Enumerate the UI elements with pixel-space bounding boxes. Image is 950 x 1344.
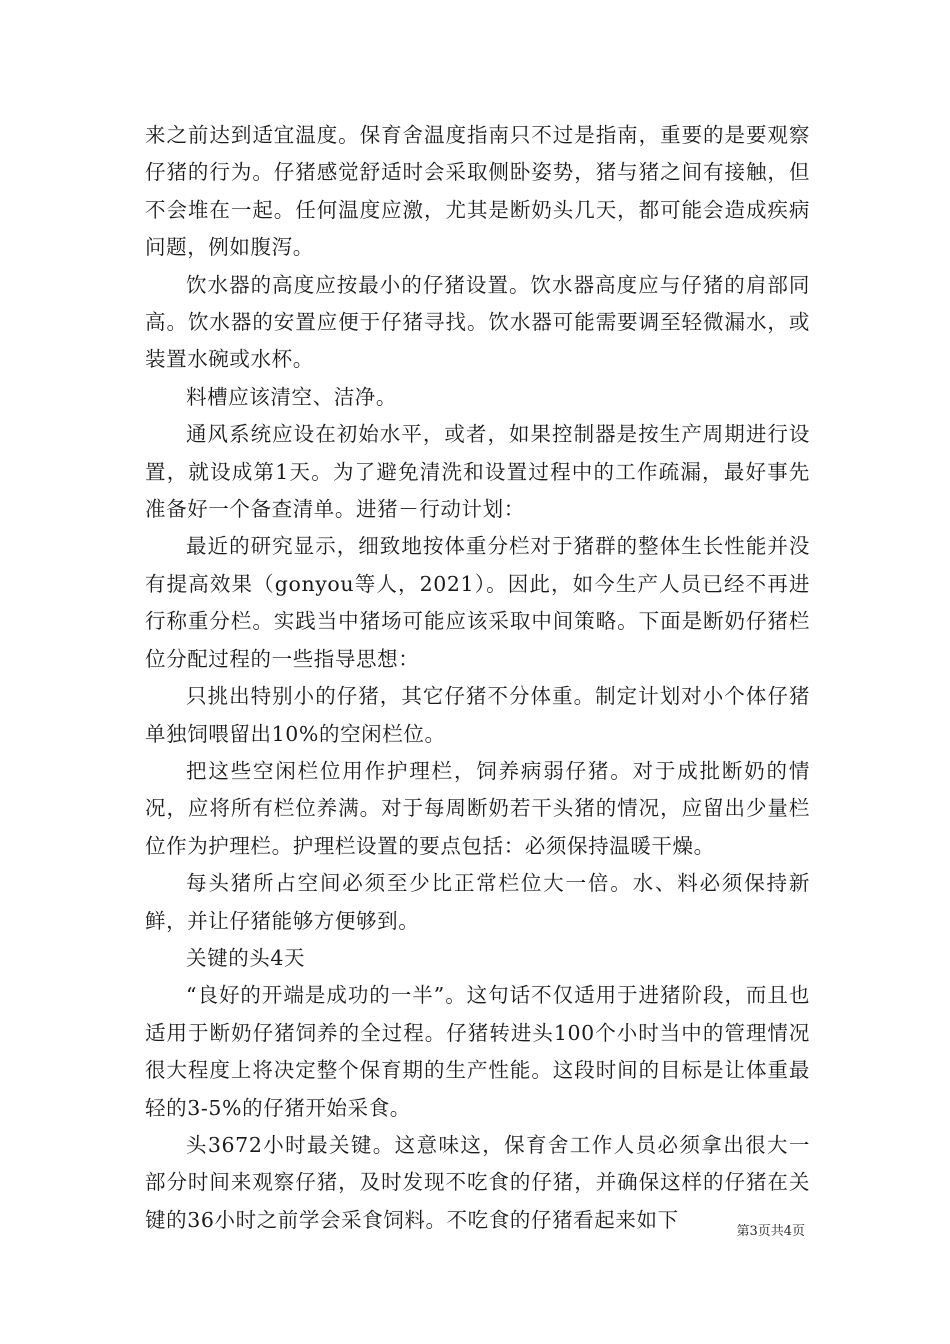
paragraph-10: “良好的开端是成功的一半”。这句话不仅适用于进猪阶段，而且也适用于断奶仔猪饲养的全过程。仔猪转进头100个小时当中的管理情况很大程度上将决定整个保育期的生产性能。这段时间的目标是让体重最轻的3-5%的仔猪开始采食。 [145, 983, 810, 1120]
paragraph-2: 饮水器的高度应按最小的仔猪设置。饮水器高度应与仔猪的肩部同高。饮水器的安置应便于仔猪寻找。饮水器可能需要调至轻微漏水，或装置水碗或水杯。 [145, 272, 810, 372]
paragraph-7: 把这些空闲栏位用作护理栏，饲养病弱仔猪。对于成批断奶的情况，应将所有栏位养满。对于每周断奶若干头猪的情况，应留出少量栏位作为护理栏。护理栏设置的要点包括：必须保持温暖干燥。 [145, 758, 810, 858]
paragraph-8: 每头猪所占空间必须至少比正常栏位大一倍。水、料必须保持新鲜，并让仔猪能够方便够到。 [145, 871, 810, 933]
document-body [145, 117, 810, 1239]
paragraph-11: 头3672小时最关键。这意味这，保育舍工作人员必须拿出很大一部分时间来观察仔猪，及时发现不吃食的仔猪，并确保这样的仔猪在关键的36小时之前学会采食饲料。不吃食的仔猪看起来如下 [145, 1132, 810, 1232]
section-heading: 关键的头4天 [186, 945, 306, 970]
paragraph-1: 来之前达到适宜温度。保育舍温度指南只不过是指南，重要的是要观察仔猪的行为。仔猪感觉舒适时会采取侧卧姿势，猪与猪之间有接触，但不会堆在一起。任何温度应激，尤其是断奶头几天，都可能会造成疾病问题，例如腹泻。 [145, 123, 810, 260]
paragraph-4: 通风系统应设在初始水平，或者，如果控制器是按生产周期进行设置，就设成第1天。为了避免清洗和设置过程中的工作疏漏，最好事先准备好一个备查清单。进猪－行动计划： [145, 422, 810, 522]
paragraph-3: 料槽应该清空、洁净。 [186, 384, 397, 409]
paragraph-5: 最近的研究显示，细致地按体重分栏对于猪群的整体生长性能并没有提高效果（gonyou等人，2021）。因此，如今生产人员已经不再进行称重分栏。实践当中猪场可能应该采取中间策略。下面是断奶仔猪栏位分配过程的一些指导思想： [145, 534, 810, 671]
paragraph-6: 只挑出特别小的仔猪，其它仔猪不分体重。制定计划对小个体仔猪单独饲喂留出10%的空闲栏位。 [145, 684, 810, 746]
page-number: 第3页共4页 [736, 1224, 805, 1239]
